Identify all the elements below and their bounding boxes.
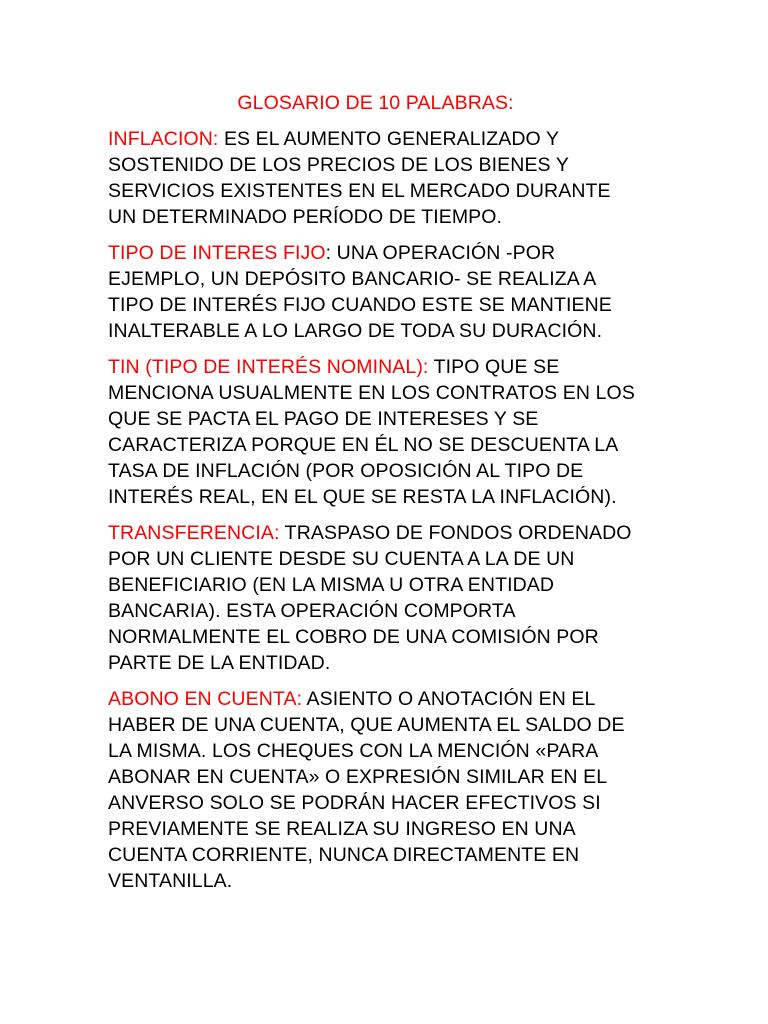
document-page (108, 90, 643, 904)
glossary-term: TIN (TIPO DE INTERÉS NOMINAL): (108, 356, 429, 378)
glossary-entry-inflacion (108, 126, 643, 230)
glossary-entry-tin (108, 354, 643, 510)
glossary-definition: : UNA OPERACIÓN -POR EJEMPLO, UN DEPÓSITO BANCARIO- SE REALIZA A TIPO DE INTERÉS FIJO CUANDO ESTE SE MANTIENE INALTERABLE A LO LARGO DE TODA SU DURACIÓN. (108, 242, 612, 342)
glossary-term: TRANSFERENCIA: (108, 522, 280, 544)
glossary-entry-abono-en-cuenta (108, 686, 643, 894)
glossary-entry-tipo-interes-fijo (108, 240, 643, 344)
glossary-entry-transferencia (108, 520, 643, 676)
glossary-definition: ES EL AUMENTO GENERALIZADO Y SOSTENIDO DE LOS PRECIOS DE LOS BIENES Y SERVICIOS EXISTENTES EN EL MERCADO DURANTE UN DETERMINADO PERÍODO DE TIEMPO. (108, 128, 611, 228)
glossary-definition: TRASPASO DE FONDOS ORDENADO POR UN CLIENTE DESDE SU CUENTA A LA DE UN BENEFICIARIO (EN LA MISMA U OTRA ENTIDAD BANCARIA). ESTA OPERACIÓN COMPORTA NORMALMENTE EL COBRO DE UNA COMISIÓN POR PARTE DE LA ENTIDAD. (108, 522, 632, 674)
glossary-term: TIPO DE INTERES FIJO (108, 242, 326, 264)
glossary-title: GLOSARIO DE 10 PALABRAS: (237, 92, 514, 114)
glossary-term: INFLACION: (108, 128, 219, 150)
glossary-definition: ASIENTO O ANOTACIÓN EN EL HABER DE UNA CUENTA, QUE AUMENTA EL SALDO DE LA MISMA. LOS CHEQUES CON LA MENCIÓN «PARA ABONAR EN CUENTA» O EXPRESIÓN SIMILAR EN EL ANVERSO SOLO SE PODRÁN HACER EFECTIVOS SI PREVIAMENTE SE REALIZA SU INGRESO EN UNA CUENTA CORRIENTE, NUNCA DIRECTAMENTE EN VENTANILLA. (108, 688, 625, 892)
glossary-definition: TIPO QUE SE MENCIONA USUALMENTE EN LOS CONTRATOS EN LOS QUE SE PACTA EL PAGO DE INTERESES Y SE CARACTERIZA PORQUE EN ÉL NO SE DESCUENTA LA TASA DE INFLACIÓN (POR OPOSICIÓN AL TIPO DE INTERÉS REAL, EN EL QUE SE RESTA LA INFLACIÓN). (108, 356, 635, 508)
glossary-term: ABONO EN CUENTA: (108, 688, 303, 710)
